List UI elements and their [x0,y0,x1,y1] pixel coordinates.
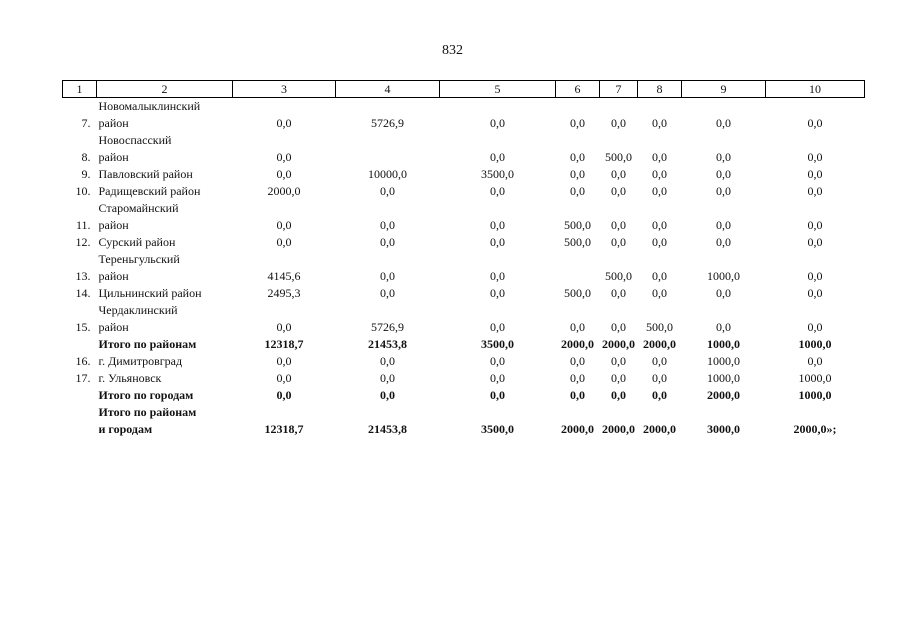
table-body [63,98,865,439]
value-cell-col6: 500,0 [564,286,591,300]
value-cell-col4: 0,0 [380,354,395,368]
table-row [63,183,865,200]
district-name-line: г. Димитровград [98,354,183,368]
district-name [97,251,233,285]
row-number: 9. [81,167,91,181]
district-name [97,353,233,370]
value-cell-col10: 0,0 [807,218,823,232]
column-number: 4 [336,81,440,98]
column-number: 8 [638,81,682,98]
row-number: 14. [75,286,91,300]
table-row [63,234,865,251]
district-name-line: Радищевский район [98,184,201,198]
district-name-line: Чердаклинский [98,303,178,317]
value-cell-col5: 0,0 [490,371,505,385]
district-name [97,370,233,387]
row-number: 16. [75,354,91,368]
value-cell-col8: 0,0 [652,371,667,385]
table-row [63,132,865,166]
value-cell-col9: 1000,0 [707,269,740,283]
row-number [63,404,97,438]
value-cell-col9: 1000,0 [707,371,740,385]
value-cell-col7: 0,0 [611,354,626,368]
value-cell-col4 [336,132,440,166]
value-cell-col6: 0,0 [570,167,585,181]
district-name-line: район [98,150,129,164]
value-cell-col7: 0,0 [611,167,626,181]
value-cell-col4: 0,0 [380,218,395,232]
value-cell-col10: 0,0 [807,184,823,198]
value-cell-col5: 0,0 [490,116,505,130]
table-row [63,353,865,370]
value-cell-col5: 0,0 [490,320,505,334]
column-number: 9 [682,81,766,98]
total-row [63,404,865,438]
value-cell-col6: 0,0 [570,320,585,334]
value-cell-col3: 4145,6 [267,269,301,283]
value-cell-col7: 2000,0 [602,337,635,351]
table-row [63,166,865,183]
district-name-line: район [98,320,129,334]
value-cell-col8: 0,0 [652,150,667,164]
page-number: 832 [442,43,463,58]
value-cell-col6: 0,0 [570,116,585,130]
district-name [97,387,233,404]
value-cell-col4: 21453,8 [368,422,407,436]
value-cell-col6: 0,0 [570,388,585,402]
value-cell-col4: 0,0 [380,371,395,385]
value-cell-col5: 0,0 [490,388,505,402]
row-number: 15. [75,320,91,334]
value-cell-col6: 2000,0 [561,337,594,351]
value-cell-col4: 0,0 [380,269,395,283]
value-cell-col3: 12318,7 [264,422,304,436]
value-cell-col10: 0,0 [807,167,823,181]
table-row [63,285,865,302]
value-cell-col7: 0,0 [611,388,626,402]
value-cell-col10: 0,0 [807,354,823,368]
value-cell-col3: 0,0 [276,150,292,164]
column-number: 7 [600,81,638,98]
value-cell-col8: 0,0 [652,167,667,181]
table-row [63,251,865,285]
value-cell-col8: 2000,0 [643,337,676,351]
district-name [97,132,233,166]
district-name-line: Тереньгульский [98,252,180,266]
row-number: 17. [75,371,91,385]
value-cell-col3: 0,0 [276,371,292,385]
value-cell-col6: 2000,0 [561,422,594,436]
value-cell-col4: 0,0 [380,184,395,198]
value-cell-col7: 0,0 [611,371,626,385]
value-cell-col3: 12318,7 [264,337,304,351]
value-cell-col9: 0,0 [716,116,731,130]
value-cell-col10: 0,0 [807,286,823,300]
district-name-line: Новоспасский [98,133,172,147]
district-name [97,234,233,251]
value-cell-col7: 0,0 [611,235,626,249]
row-number: 10. [75,184,91,198]
value-cell-col7: 0,0 [611,320,626,334]
value-cell-col5: 0,0 [490,286,505,300]
value-cell-col4: 10000,0 [368,167,407,181]
value-cell-col4: 5726,9 [371,116,404,130]
data-table [62,80,865,438]
column-number: 1 [63,81,97,98]
value-cell-col7: 0,0 [611,218,626,232]
value-cell-col9: 1000,0 [707,354,740,368]
value-cell-col10: 0,0 [807,150,823,164]
total-row [63,336,865,353]
value-cell-col9: 0,0 [716,150,731,164]
row-number: 12. [75,235,91,249]
table-row [63,302,865,336]
column-number: 2 [97,81,233,98]
row-number: 11. [75,218,91,232]
value-cell-col5: 0,0 [490,235,505,249]
district-name-line: район [98,218,129,232]
column-number: 6 [556,81,600,98]
district-name-line: Павловский район [98,167,193,181]
district-name-line: Итого по районам [98,405,197,419]
district-name [97,285,233,302]
value-cell-col7: 500,0 [605,269,632,283]
value-cell-col6: 500,0 [564,218,591,232]
value-cell-col10: 1000,0 [798,371,832,385]
value-cell-col10: 0,0 [807,116,823,130]
value-cell-col8: 500,0 [646,320,673,334]
value-cell-col9: 0,0 [716,286,731,300]
district-name-line: Цильнинский район [98,286,202,300]
district-name-line: Сурский район [98,235,176,249]
district-name-line: район [98,269,129,283]
value-cell-col5: 0,0 [490,150,505,164]
district-name [97,166,233,183]
value-cell-col10: 1000,0 [798,337,832,351]
row-number: 13. [75,269,91,283]
value-cell-col9: 0,0 [716,320,731,334]
value-cell-col5: 3500,0 [481,167,514,181]
value-cell-col10: 0,0 [807,320,823,334]
value-cell-col8: 0,0 [652,235,667,249]
value-cell-col5: 0,0 [490,184,505,198]
row-number: 8. [81,150,91,164]
district-name [97,404,233,438]
value-cell-col10: 1000,0 [798,388,832,402]
value-cell-col10: 0,0 [807,235,823,249]
value-cell-col9: 3000,0 [707,422,740,436]
value-cell-col3: 2495,3 [267,286,301,300]
value-cell-col6: 0,0 [570,184,585,198]
value-cell-col3: 0,0 [276,354,292,368]
value-cell-col4: 0,0 [380,235,395,249]
value-cell-col6: 0,0 [570,354,585,368]
district-name-line: Старомайнский [98,201,179,215]
district-name [97,183,233,200]
value-cell-col3: 0,0 [276,320,292,334]
district-name [97,302,233,336]
value-cell-col4: 21453,8 [368,337,407,351]
value-cell-col8: 0,0 [652,388,667,402]
value-cell-col8: 0,0 [652,269,667,283]
column-number: 5 [440,81,556,98]
value-cell-col9: 0,0 [716,167,731,181]
column-number: 3 [233,81,336,98]
table-row [63,200,865,234]
value-cell-col7: 500,0 [605,150,632,164]
value-cell-col3: 0,0 [276,116,292,130]
table-row [63,98,865,133]
value-cell-col6: 500,0 [564,235,591,249]
total-row [63,387,865,404]
value-cell-col9: 2000,0 [707,388,740,402]
value-cell-col3: 2000,0 [267,184,301,198]
row-number [63,336,97,353]
district-name [97,200,233,234]
value-cell-col10: 2000,0»; [793,422,837,436]
value-cell-col9: 0,0 [716,218,731,232]
value-cell-col8: 0,0 [652,354,667,368]
value-cell-col7: 0,0 [611,286,626,300]
district-name-line: Итого по городам [98,388,194,402]
value-cell-col10: 0,0 [807,269,823,283]
value-cell-col4: 0,0 [380,388,395,402]
value-cell-col5: 3500,0 [481,422,514,436]
row-number: 7. [81,116,91,130]
value-cell-col9: 0,0 [716,184,731,198]
district-name-line: Итого по районам [98,337,197,351]
value-cell-col8: 0,0 [652,116,667,130]
value-cell-col6 [556,251,600,285]
value-cell-col6: 0,0 [570,371,585,385]
value-cell-col9: 0,0 [716,235,731,249]
district-name-line: Новомалыклинский [98,99,201,113]
column-numbers-row [63,81,865,98]
value-cell-col6: 0,0 [570,150,585,164]
column-number: 10 [766,81,865,98]
value-cell-col9: 1000,0 [707,337,740,351]
value-cell-col8: 0,0 [652,286,667,300]
district-name-line: район [98,116,129,130]
district-name [97,336,233,353]
value-cell-col4: 5726,9 [371,320,404,334]
value-cell-col8: 0,0 [652,184,667,198]
value-cell-col5: 0,0 [490,269,505,283]
value-cell-col4: 0,0 [380,286,395,300]
value-cell-col7: 2000,0 [602,422,635,436]
value-cell-col7: 0,0 [611,116,626,130]
district-name-line: и городам [98,422,153,436]
value-cell-col3: 0,0 [276,167,292,181]
district-name [97,98,233,133]
value-cell-col8: 0,0 [652,218,667,232]
district-name-line: г. Ульяновск [98,371,162,385]
table-row [63,370,865,387]
row-number [63,387,97,404]
value-cell-col5: 0,0 [490,354,505,368]
value-cell-col3: 0,0 [276,388,292,402]
value-cell-col8: 2000,0 [643,422,676,436]
value-cell-col5: 3500,0 [481,337,514,351]
value-cell-col7: 0,0 [611,184,626,198]
value-cell-col3: 0,0 [276,235,292,249]
value-cell-col3: 0,0 [276,218,292,232]
value-cell-col5: 0,0 [490,218,505,232]
